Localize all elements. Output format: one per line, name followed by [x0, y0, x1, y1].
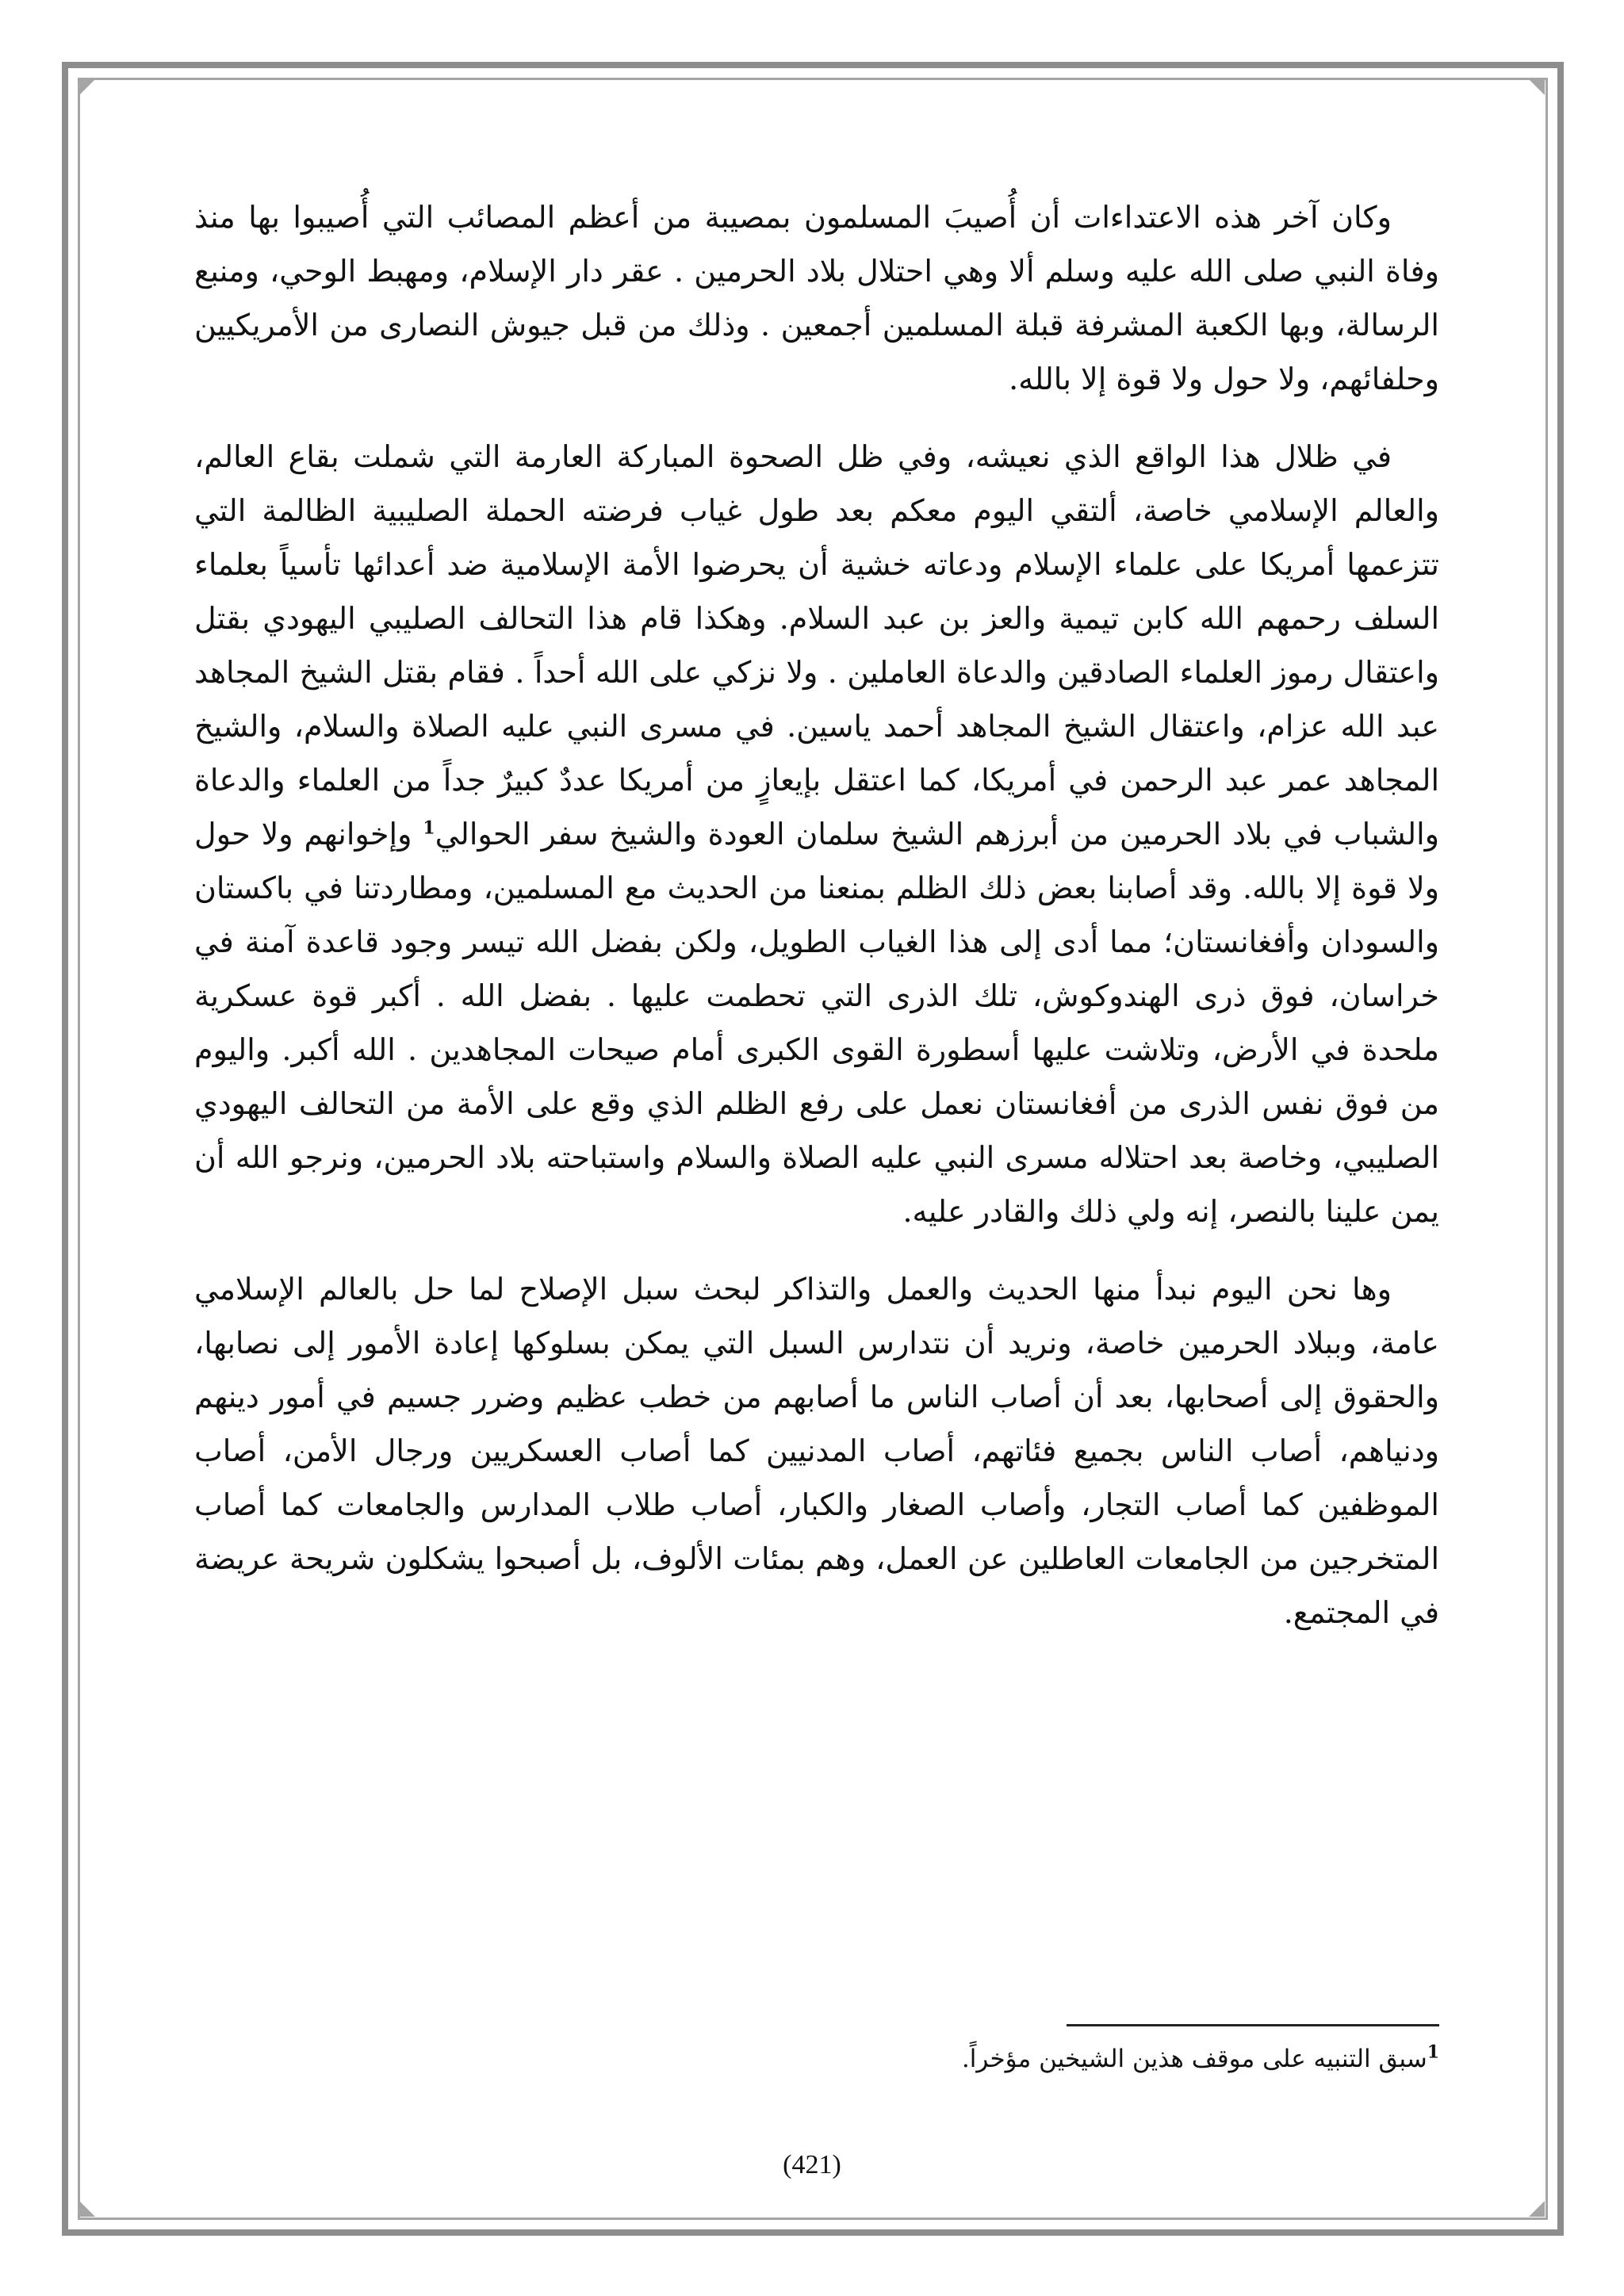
paragraph-1: وكان آخر هذه الاعتداءات أن أُصيبَ المسلمون بمصيبة من أعظم المصائب التي أُصيبوا بها منذ وفاة النبي صلى الله عليه وسلم ألا وهي احتلال بلاد الحرمين . عقر دار الإسلام، ومهبط الوحي، ومنبع الرسالة، وبها الكعبة المشرفة قبلة المسلمين أجمعين . وذلك من قبل جيوش النصارى من الأمريكيين وحلفائهم، ولا حول ولا قوة إلا بالله. [194, 200, 1439, 396]
footnote-text: سبق التنبيه على موقف هذين الشيخين مؤخراً. [961, 2045, 1427, 2073]
footnote-reference[interactable]: 1 [423, 817, 435, 839]
paragraph-3: وها نحن اليوم نبدأ منها الحديث والعمل والتذاكر لبحث سبل الإصلاح لما حل بالعالم الإسلامي عامة، وببلاد الحرمين خاصة، ونريد أن نتدارس السبل التي يمكن بسلوكها إعادة الأمور إلى نصابها، والحقوق إلى أصحابها، بعد أن أصاب الناس ما أصابهم من خطب عظيم وضرر جسيم في أمور دينهم ودنياهم، أصاب الناس بجميع فئاتهم، أصاب المدنيين كما أصاب العسكريين ورجال الأمن، أصاب الموظفين كما أصاب التجار، وأصاب الصغار والكبار، أصاب طلاب المدارس والجامعات كما أصاب المتخرجين من الجامعات العاطلين عن العمل، وهم بمئات الألوف، بل أصبحوا يشكلون شريحة عريضة في المجتمع. [194, 1272, 1439, 1630]
footnote-marker: 1 [1427, 2042, 1439, 2063]
paragraph-2-part-1: في ظلال هذا الواقع الذي نعيشه، وفي ظل الصحوة المباركة العارمة التي شملت بقاع العالم، والعالم الإسلامي خاصة، ألتقي اليوم معكم بعد طول غياب فرضته الحملة الصليبية الظالمة التي تتزعمها أمريكا على علماء الإسلام ودعاته خشية أن يحرضوا الأمة الإسلامية ضد أعدائها تأسياً بعلماء السلف رحمهم الله كابن تيمية والعز بن عبد السلام. وهكذا قام هذا التحالف الصليبي اليهودي بقتل واعتقال رموز العلماء الصادقين والدعاة العاملين . ولا نزكي على الله أحداً . فقام بقتل الشيخ المجاهد عبد الله عزام، واعتقال الشيخ المجاهد أحمد ياسين. في مسرى النبي عليه الصلاة والسلام، والشيخ المجاهد عمر عبد الرحمن في أمريكا، كما اعتقل بإيعازٍ من أمريكا عددٌ كبيرٌ جداً من العلماء والدعاة والشباب في بلاد الحرمين من أبرزهم الشيخ سلمان العودة والشيخ سفر الحوالي [194, 439, 1440, 851]
footnote [194, 2042, 1439, 2076]
frame-corner-ornament [1529, 79, 1545, 95]
paragraph-2-part-2: وإخوانهم ولا حول ولا قوة إلا بالله. وقد أصابنا بعض ذلك الظلم بمنعنا من الحديث مع المسلمين، ومطاردتنا في باكستان والسودان وأفغانستان؛ مما أدى إلى هذا الغياب الطويل، ولكن بفضل الله تيسر وجود قاعدة آمنة في خراسان، فوق ذرى الهندوكوش، تلك الذرى التي تحطمت عليها . بفضل الله . أكبر قوة عسكرية ملحدة في الأرض، وتلاشت عليها أسطورة القوى الكبرى أمام صيحات المجاهدين . الله أكبر. واليوم من فوق نفس الذرى من أفغانستان نعمل على رفع الظلم الذي وقع على الأمة من التحالف اليهودي الصليبي، وخاصة بعد احتلاله مسرى النبي عليه الصلاة والسلام واستباحته بلاد الحرمين، ونرجو الله أن يمن علينا بالنصر، إنه ولي ذلك والقادر عليه. [194, 817, 1439, 1229]
page-number: (421) [783, 2150, 841, 2179]
frame-corner-ornament [79, 2201, 95, 2217]
paragraph-2 [194, 430, 1439, 1238]
main-text [194, 190, 1439, 1663]
frame-corner-ornament [79, 79, 95, 95]
frame-corner-ornament [1529, 2201, 1545, 2217]
footnote-separator [1067, 2024, 1439, 2026]
